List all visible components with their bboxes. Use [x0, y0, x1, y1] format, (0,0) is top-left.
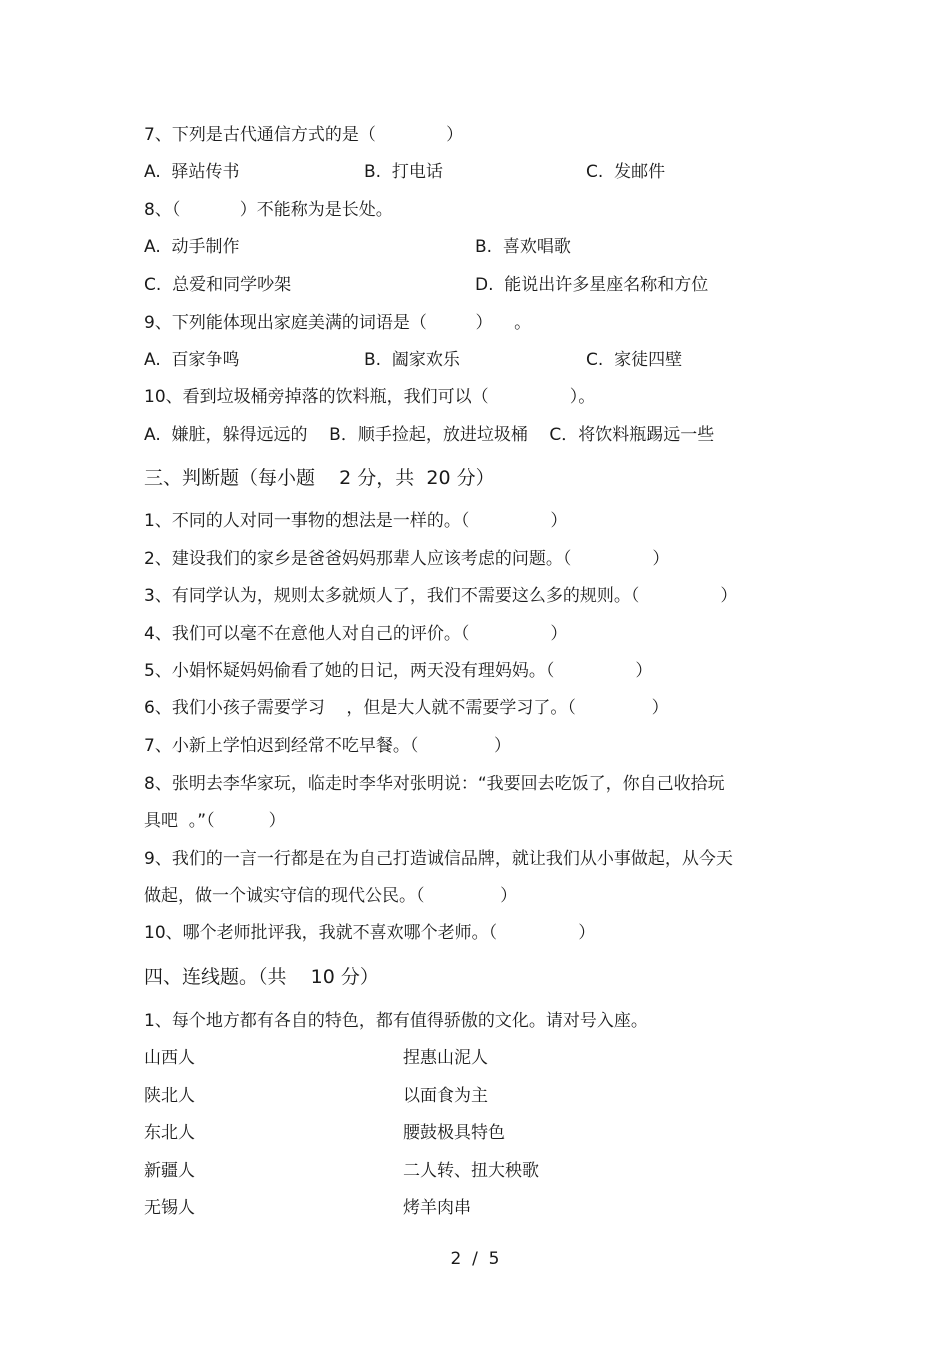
match-left-item: 东北人	[144, 1123, 195, 1143]
judge-item: 10、哪个老师批评我，我就不喜欢哪个老师。（ ）	[144, 923, 596, 943]
judge-item: 1、不同的人对同一事物的想法是一样的。（ ）	[144, 511, 568, 531]
judge-item: 4、我们可以毫不在意他人对自己的评价。（ ）	[144, 624, 568, 644]
match-right-item: 二人转、扭大秧歌	[403, 1161, 539, 1181]
judge-item: 8、张明去李华家玩，临走时李华对张明说：“我要回去吃饭了，你自己收拾玩	[144, 774, 725, 794]
question-8-stem: 8、（ ）不能称为是长处。	[144, 200, 393, 220]
match-left-item: 无锡人	[144, 1198, 195, 1218]
match-right-item: 以面食为主	[403, 1086, 488, 1106]
judge-item: 7、小新上学怕迟到经常不吃早餐。（ ）	[144, 736, 511, 756]
page-number: 2 / 5	[450, 1249, 500, 1269]
q10-options: A. 嫌脏，躲得远远的 B．顺手捡起，放进垃圾桶 C．将饮料瓶踢远一些	[144, 425, 715, 445]
judge-item: 9、我们的一言一行都是在为自己打造诚信品牌，就让我们从小事做起，从今天	[144, 849, 733, 869]
match-right-item: 腰鼓极具特色	[403, 1123, 505, 1143]
q9-option-b: B. 阖家欢乐	[364, 350, 460, 370]
section-3-title: 三、判断题（每小题 2 分，共 20 分）	[144, 467, 495, 489]
q9-option-c: C. 家徒四壁	[586, 350, 683, 370]
matching-question-1: 1、每个地方都有各自的特色，都有值得骄傲的文化。请对号入座。	[144, 1011, 648, 1031]
question-7-stem: 7、下列是古代通信方式的是（ ）	[144, 125, 464, 145]
judge-item-continued: 做起，做一个诚实守信的现代公民。（ ）	[144, 886, 518, 906]
judge-item: 5、小娟怀疑妈妈偷看了她的日记，两天没有理妈妈。（ ）	[144, 661, 653, 681]
judge-item: 2、建设我们的家乡是爸爸妈妈那辈人应该考虑的问题。（ ）	[144, 549, 670, 569]
judge-item: 6、我们小孩子需要学习 ，但是大人就不需要学习了。（ ）	[144, 698, 669, 718]
match-left-item: 新疆人	[144, 1161, 195, 1181]
q8-option-a: A. 动手制作	[144, 237, 240, 257]
q8-option-c: C. 总爱和同学吵架	[144, 275, 292, 295]
q7-option-a: A. 驿站传书	[144, 162, 240, 182]
q7-option-c: C. 发邮件	[586, 162, 666, 182]
q8-option-b: B. 喜欢唱歌	[475, 237, 571, 257]
question-10-stem: 10、看到垃圾桶旁掉落的饮料瓶，我们可以（ ）。	[144, 387, 596, 407]
question-9-stem: 9、下列能体现出家庭美满的词语是（ ） 。	[144, 313, 532, 333]
q9-option-a: A. 百家争鸣	[144, 350, 240, 370]
match-left-item: 山西人	[144, 1048, 195, 1068]
section-4-title: 四、连线题。（共 10 分）	[144, 966, 379, 988]
judge-item-continued: 具吧 。”（ ）	[144, 811, 286, 831]
match-right-item: 烤羊肉串	[403, 1198, 471, 1218]
judge-item: 3、有同学认为，规则太多就烦人了，我们不需要这么多的规则。（ ）	[144, 586, 738, 606]
match-right-item: 捏惠山泥人	[403, 1048, 488, 1068]
q8-option-d: D. 能说出许多星座名称和方位	[475, 275, 709, 295]
match-left-item: 陕北人	[144, 1086, 195, 1106]
q7-option-b: B. 打电话	[364, 162, 443, 182]
